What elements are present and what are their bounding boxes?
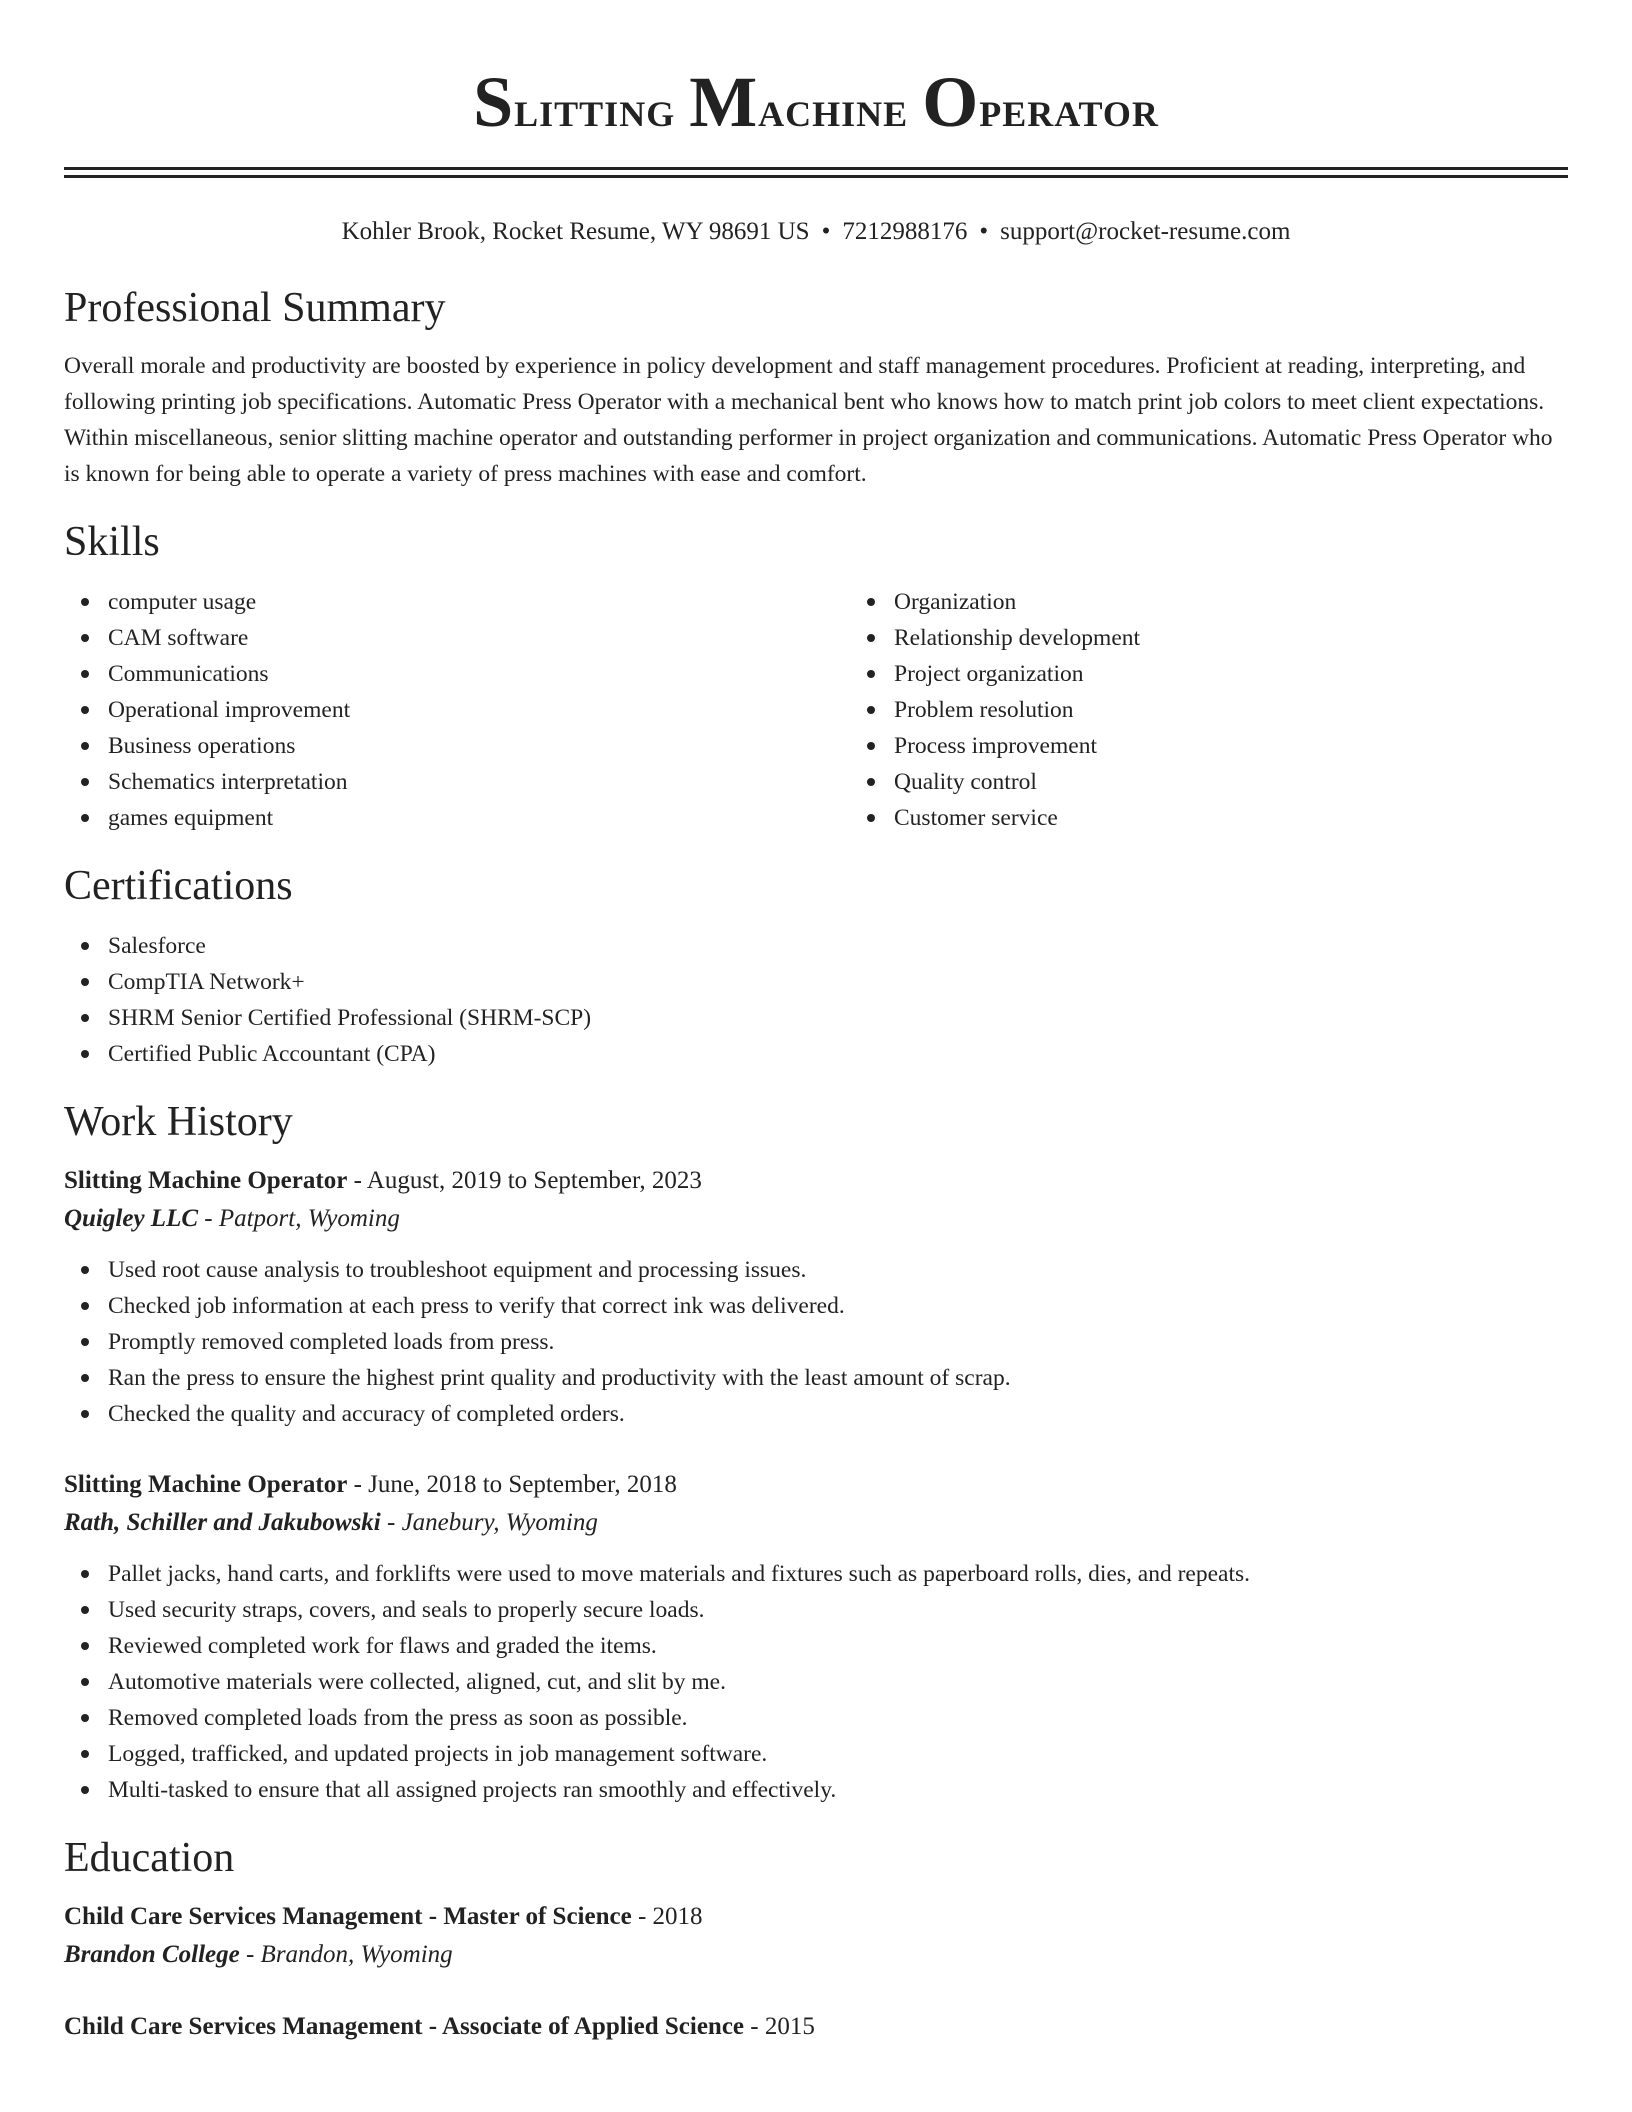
- education-degree: Child Care Services Management - Associate of Applied Science: [64, 2013, 745, 2040]
- skill-item: Schematics interpretation: [108, 764, 850, 800]
- skill-item: Relationship development: [894, 620, 1632, 656]
- job-title: Slitting Machine Operator: [64, 1167, 348, 1194]
- skill-item: Problem resolution: [894, 692, 1632, 728]
- skill-item: Quality control: [894, 764, 1632, 800]
- job-bullet: Pallet jacks, hand carts, and forklifts were used to move materials and fixtures such as paperboard rolls, dies, and repeats.: [108, 1556, 1568, 1592]
- contact-email: support@rocket-resume.com: [1000, 218, 1291, 245]
- job-company-line: [64, 1504, 1568, 1542]
- name-initial-1: S: [473, 62, 515, 142]
- job-bullet: Removed completed loads from the press as soon as possible.: [108, 1700, 1568, 1736]
- resume-name: [64, 0, 1568, 167]
- skill-item: Project organization: [894, 656, 1632, 692]
- education-degree-line: [64, 1898, 1568, 1936]
- job-title-line: [64, 1162, 1568, 1200]
- job-bullet: Used security straps, covers, and seals to properly secure loads.: [108, 1592, 1568, 1628]
- certifications-list: [64, 928, 1568, 1072]
- education-year: - 2015: [744, 2013, 815, 2040]
- job-bullet: Promptly removed completed loads from press.: [108, 1324, 1568, 1360]
- job-bullet: Ran the press to ensure the highest print quality and productivity with the least amount of scrap.: [108, 1360, 1568, 1396]
- job-bullet: Used root cause analysis to troubleshoot equipment and processing issues.: [108, 1252, 1568, 1288]
- skill-item: Operational improvement: [108, 692, 850, 728]
- job-location: - Patport, Wyoming: [198, 1205, 400, 1232]
- name-rest-3: perator: [979, 81, 1159, 138]
- skills-heading: Skills: [64, 519, 160, 565]
- job-title-line: [64, 1466, 1568, 1504]
- header-double-rule: [64, 167, 1568, 178]
- contact-address: Kohler Brook, Rocket Resume, WY 98691 US: [341, 218, 810, 245]
- contact-separator: •: [821, 218, 831, 245]
- skills-list-right: [850, 584, 1632, 836]
- skills-columns: [64, 584, 1568, 836]
- summary-text: Overall morale and productivity are boosted by experience in policy development and staff management procedures. Proficient at reading, interpreting, and following printing job specifications. Automatic Press Operator with a mechanical bent who knows how to match print job colors to meet client expectations. Within miscellaneous, senior slitting machine operator and outstanding performer in project organization and communications. Automatic Press Operator who is known for being able to operate a variety of press machines with ease and comfort.: [64, 353, 1553, 487]
- skill-item: games equipment: [108, 800, 850, 836]
- education-degree-line: [64, 2008, 1568, 2046]
- contact-line: [64, 212, 1568, 252]
- work-history-heading: Work History: [64, 1099, 293, 1145]
- job-bullet: Logged, trafficked, and updated projects in job management software.: [108, 1736, 1568, 1772]
- skill-item: Customer service: [894, 800, 1632, 836]
- skill-item: computer usage: [108, 584, 850, 620]
- name-initial-2: M: [689, 62, 759, 142]
- job-bullet: Checked job information at each press to verify that correct ink was delivered.: [108, 1288, 1568, 1324]
- job-entry: [64, 1162, 1568, 1432]
- skill-item: Business operations: [108, 728, 850, 764]
- certification-item: Salesforce: [108, 928, 1568, 964]
- education-year: - 2018: [631, 1903, 703, 1930]
- job-company: Rath, Schiller and Jakubowski: [64, 1509, 381, 1536]
- name-rest-1: litting: [514, 81, 690, 138]
- skill-item: CAM software: [108, 620, 850, 656]
- job-company: Quigley LLC: [64, 1205, 199, 1232]
- skill-item: Process improvement: [894, 728, 1632, 764]
- skill-item: Communications: [108, 656, 850, 692]
- job-dates: - June, 2018 to September, 2018: [347, 1471, 677, 1498]
- education-location: - Brandon, Wyoming: [239, 1941, 453, 1968]
- education-heading: Education: [64, 1835, 235, 1881]
- job-bullets: [64, 1252, 1568, 1432]
- certification-item: Certified Public Accountant (CPA): [108, 1036, 1568, 1072]
- job-bullet: Reviewed completed work for flaws and graded the items.: [108, 1628, 1568, 1664]
- education-degree: Child Care Services Management - Master of Science: [64, 1903, 632, 1930]
- education-entry: [64, 1898, 1568, 1974]
- education-school: Brandon College: [64, 1941, 240, 1968]
- education-entry: [64, 2008, 1568, 2046]
- contact-separator: •: [979, 218, 989, 245]
- certification-item: SHRM Senior Certified Professional (SHRM-SCP): [108, 1000, 1568, 1036]
- job-entry: [64, 1466, 1568, 1808]
- job-bullet: Checked the quality and accuracy of completed orders.: [108, 1396, 1568, 1432]
- summary-heading: Professional Summary: [64, 285, 446, 331]
- job-company-line: [64, 1200, 1568, 1238]
- certifications-heading: Certifications: [64, 863, 293, 909]
- job-location: - Janebury, Wyoming: [380, 1509, 598, 1536]
- contact-phone: 7212988176: [842, 218, 968, 245]
- skill-item: Organization: [894, 584, 1632, 620]
- education-school-line: [64, 1936, 1568, 1974]
- job-bullet: Multi-tasked to ensure that all assigned projects ran smoothly and effectively.: [108, 1772, 1568, 1808]
- job-dates: - August, 2019 to September, 2023: [347, 1167, 702, 1194]
- name-initial-3: O: [922, 62, 980, 142]
- job-bullets: [64, 1556, 1568, 1808]
- name-rest-2: achine: [758, 81, 923, 138]
- job-title: Slitting Machine Operator: [64, 1471, 348, 1498]
- skills-list-left: [64, 584, 850, 836]
- certification-item: CompTIA Network+: [108, 964, 1568, 1000]
- job-bullet: Automotive materials were collected, aligned, cut, and slit by me.: [108, 1664, 1568, 1700]
